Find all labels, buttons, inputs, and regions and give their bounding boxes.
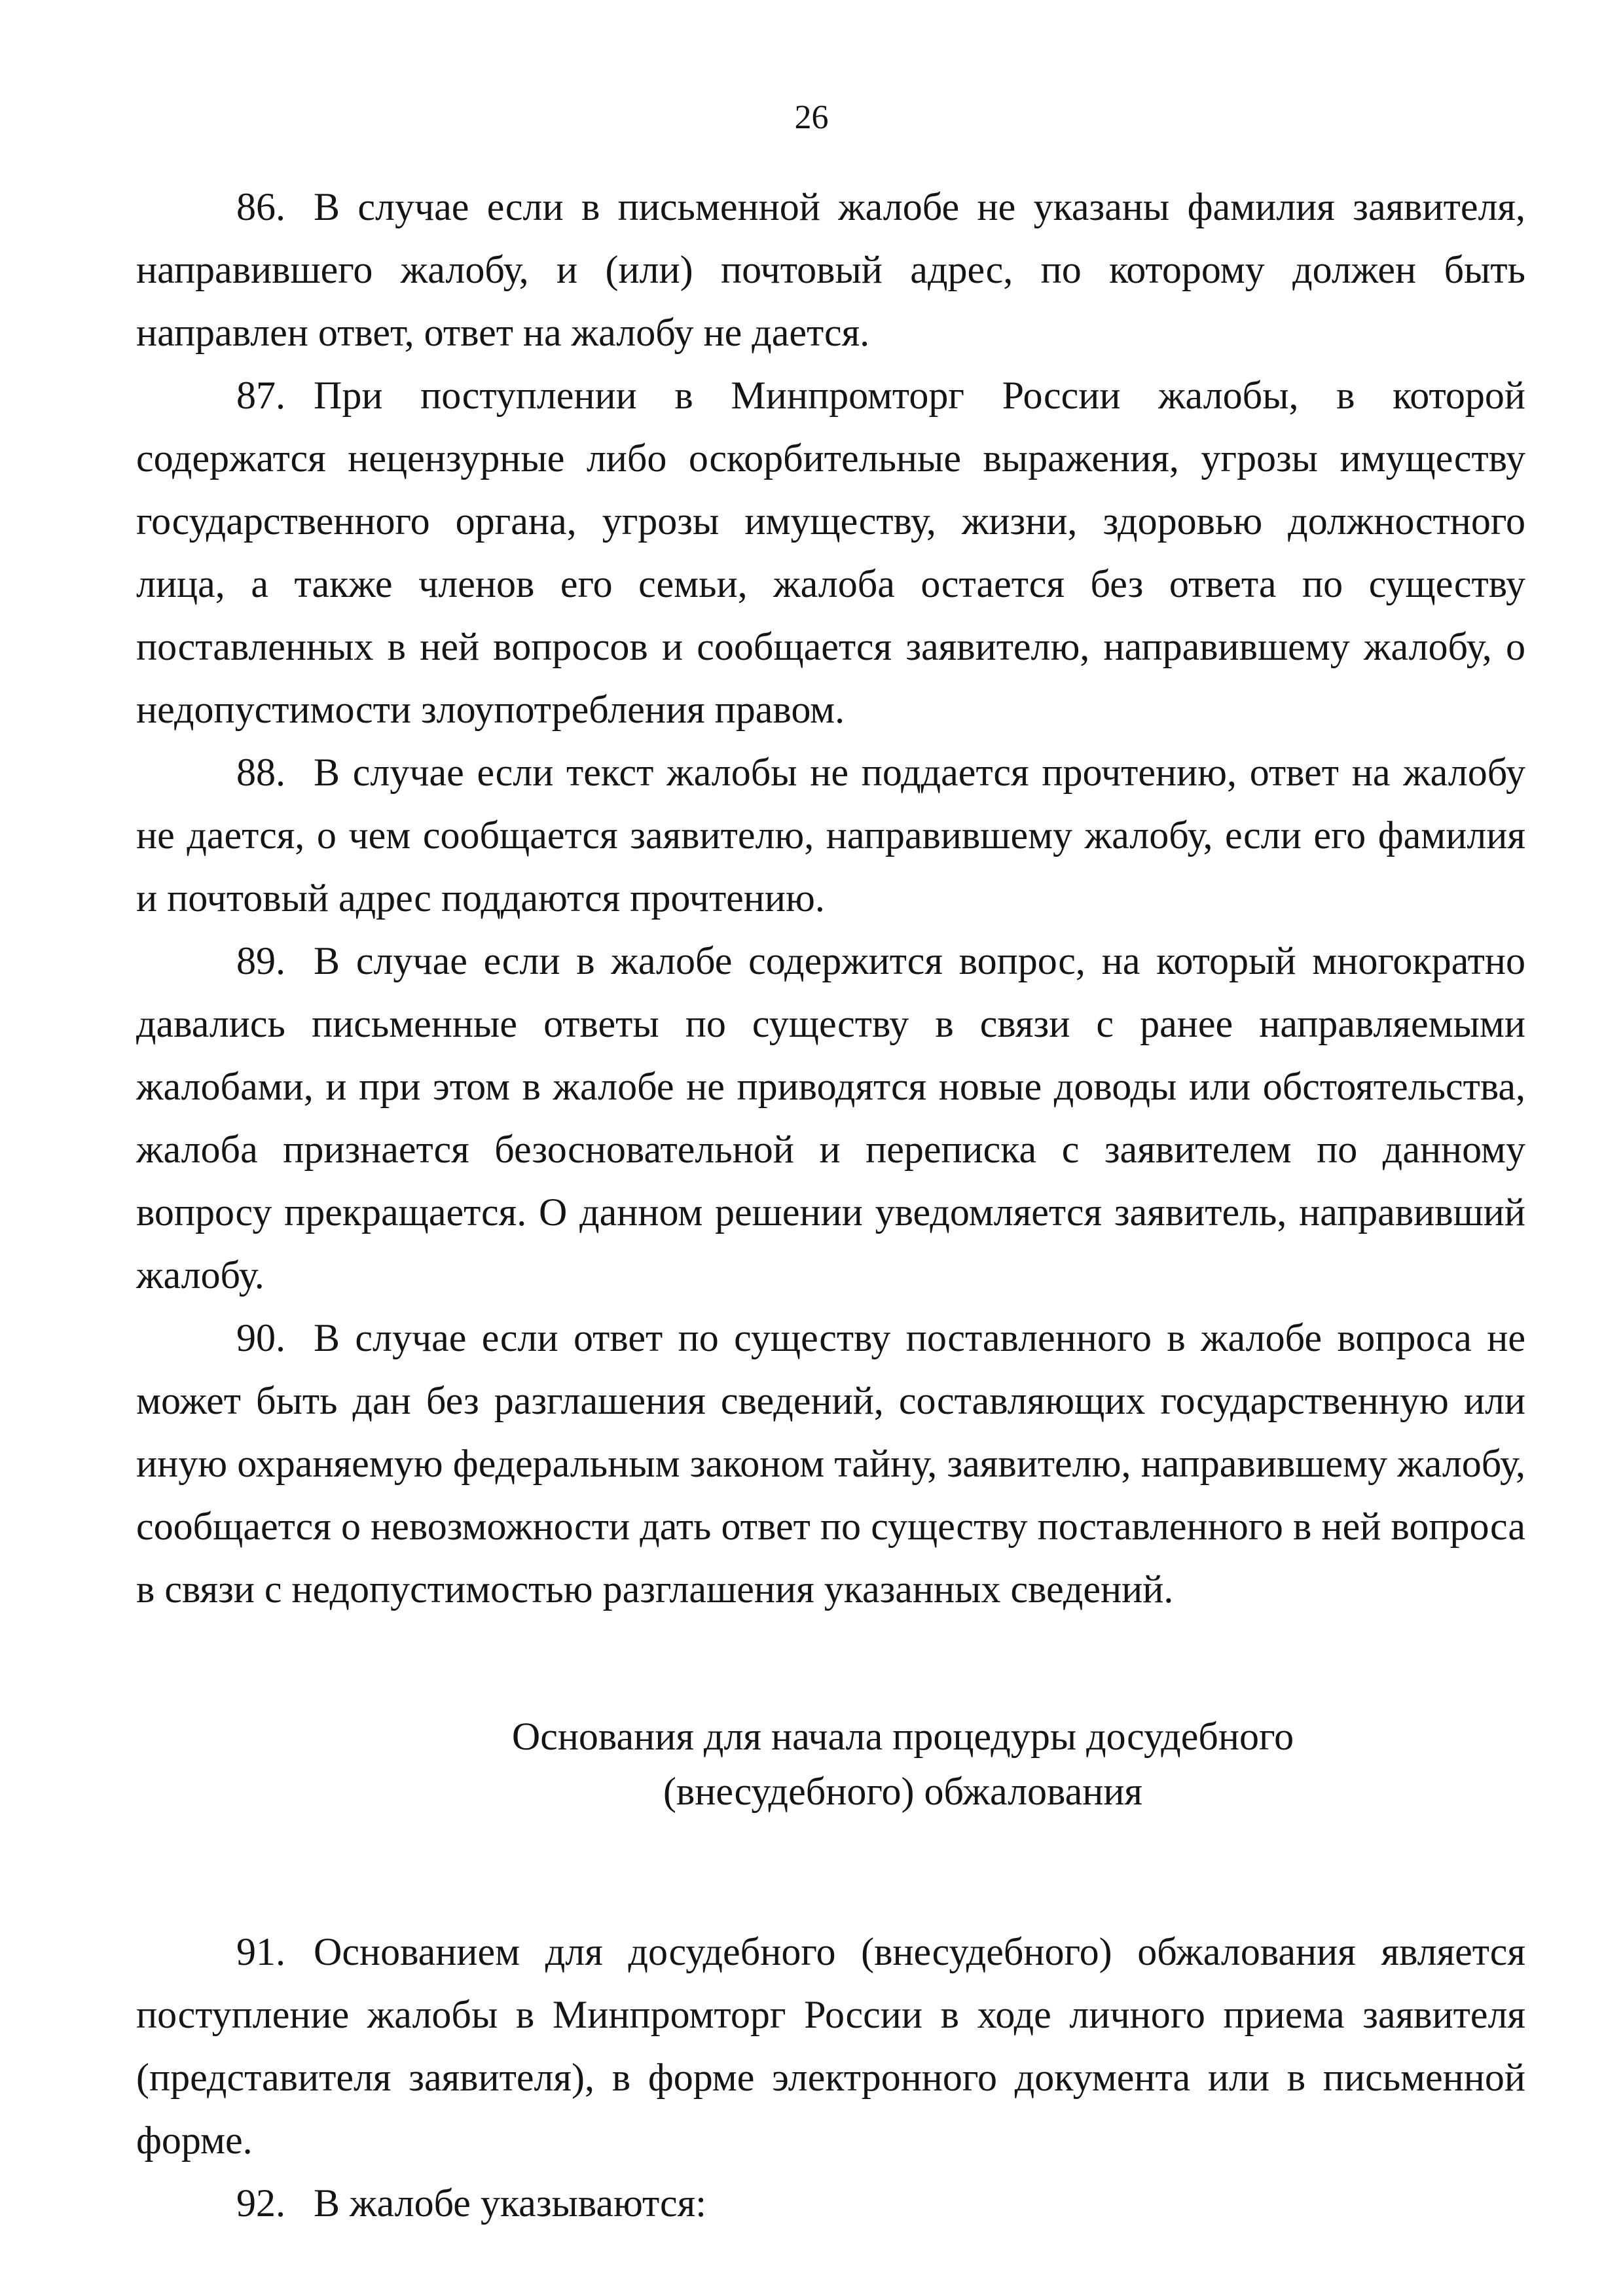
paragraph-number: 89. xyxy=(236,939,285,982)
paragraph-87 xyxy=(136,364,1525,741)
section-heading-line-2: (внесудебного) обжалования xyxy=(663,1770,1143,1813)
paragraph-text: Основанием для досудебного (внесудебного) обжалования является поступление жалобы в Минпромторг России в ходе личного приема заявителя (представителя заявителя), в форме электронного документа или в письменной форме. xyxy=(136,1930,1525,2162)
paragraph-text: В жалобе указываются: xyxy=(314,2181,706,2225)
paragraph-number: 86. xyxy=(236,185,285,228)
paragraph-text: В случае если текст жалобы не поддается прочтению, ответ на жалобу не дается, о чем сообщается заявителю, направившему жалобу, если его фамилия и почтовый адрес поддаются прочтению. xyxy=(136,751,1525,920)
section-heading-line-1: Основания для начала процедуры досудебного xyxy=(511,1715,1294,1758)
paragraph-text: В случае если в жалобе содержится вопрос, на который многократно давались письменные ответы по существу в связи с ранее направляемыми жалобами, и при этом в жалобе не приводятся новые доводы или обстоятельства, жалоба признается безосновательной и переписка с заявителем по данному вопросу прекращается. О данном решении уведомляется заявитель, направивший жалобу. xyxy=(136,939,1525,1297)
paragraph-88 xyxy=(136,741,1525,929)
paragraph-text: В случае если ответ по существу поставленного в жалобе вопроса не может быть дан без разглашения сведений, составляющих государственную или иную охраняемую федеральным законом тайну, заявителю, направившему жалобу, сообщается о невозможности дать ответ по существу поставленного в ней вопроса в связи с недопустимостью разглашения указанных сведений. xyxy=(136,1316,1525,1611)
paragraph-number: 87. xyxy=(236,374,285,417)
page-number: 26 xyxy=(794,99,829,136)
paragraph-number: 90. xyxy=(236,1316,285,1359)
paragraph-text: В случае если в письменной жалобе не указаны фамилия заявителя, направившего жалобу, и (или) почтовый адрес, по которому должен быть направлен ответ, ответ на жалобу не дается. xyxy=(136,185,1525,354)
paragraph-number: 91. xyxy=(236,1930,285,1973)
paragraph-number: 92. xyxy=(236,2181,285,2225)
paragraph-number: 88. xyxy=(236,751,285,794)
paragraph-text: При поступлении в Минпромторг России жалобы, в которой содержатся нецензурные либо оскорбительные выражения, угрозы имуществу государственного органа, угрозы имуществу, жизни, здоровью должностного лица, а также членов его семьи, жалоба остается без ответа по существу поставленных в ней вопросов и сообщается заявителю, направившему жалобу, о недопустимости злоупотребления правом. xyxy=(136,374,1525,731)
paragraph-90 xyxy=(136,1306,1525,1621)
paragraph-89 xyxy=(136,929,1525,1306)
paragraph-91 xyxy=(136,1920,1525,2172)
paragraph-92 xyxy=(136,2172,1525,2234)
paragraph-86 xyxy=(136,175,1525,364)
document-body xyxy=(136,175,1525,2234)
section-heading xyxy=(136,1709,1525,1819)
